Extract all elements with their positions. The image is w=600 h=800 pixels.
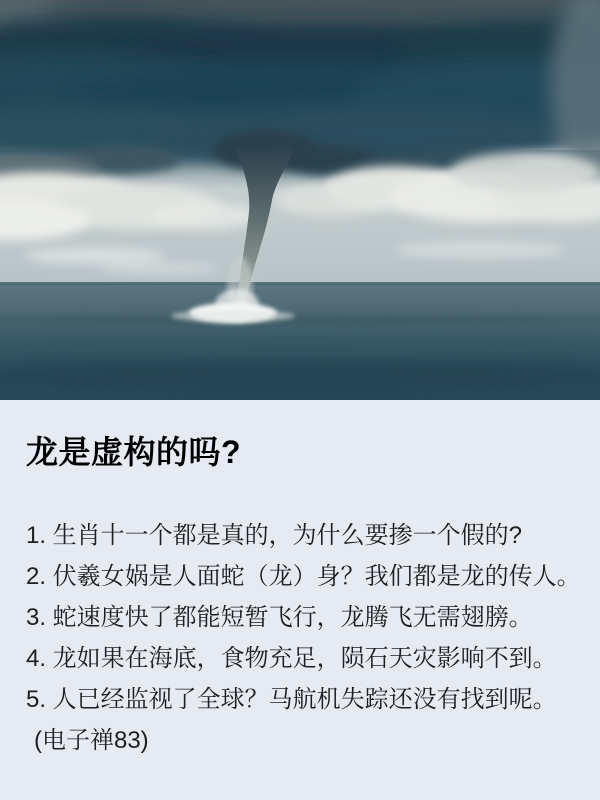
list-item: 5. 人已经监视了全球？马航机失踪还没有找到呢。: [26, 685, 557, 713]
post-title: 龙是虚构的吗?: [26, 434, 242, 470]
list-item: 1. 生肖十一个都是真的，为什么要掺一个假的?: [26, 521, 523, 549]
list-item: 2. 伏羲女娲是人面蛇（龙）身？我们都是龙的传人。: [26, 562, 581, 590]
caption-panel: [0, 400, 600, 800]
argument-list: [26, 515, 581, 720]
sea: [0, 282, 600, 400]
list-item: 3. 蛇速度快了都能短暂飞行，龙腾飞无需翅膀。: [26, 603, 533, 631]
list-item: 4. 龙如果在海底，食物充足，陨石天灾影响不到。: [26, 644, 557, 672]
author-attribution: (电子禅83): [34, 726, 149, 754]
